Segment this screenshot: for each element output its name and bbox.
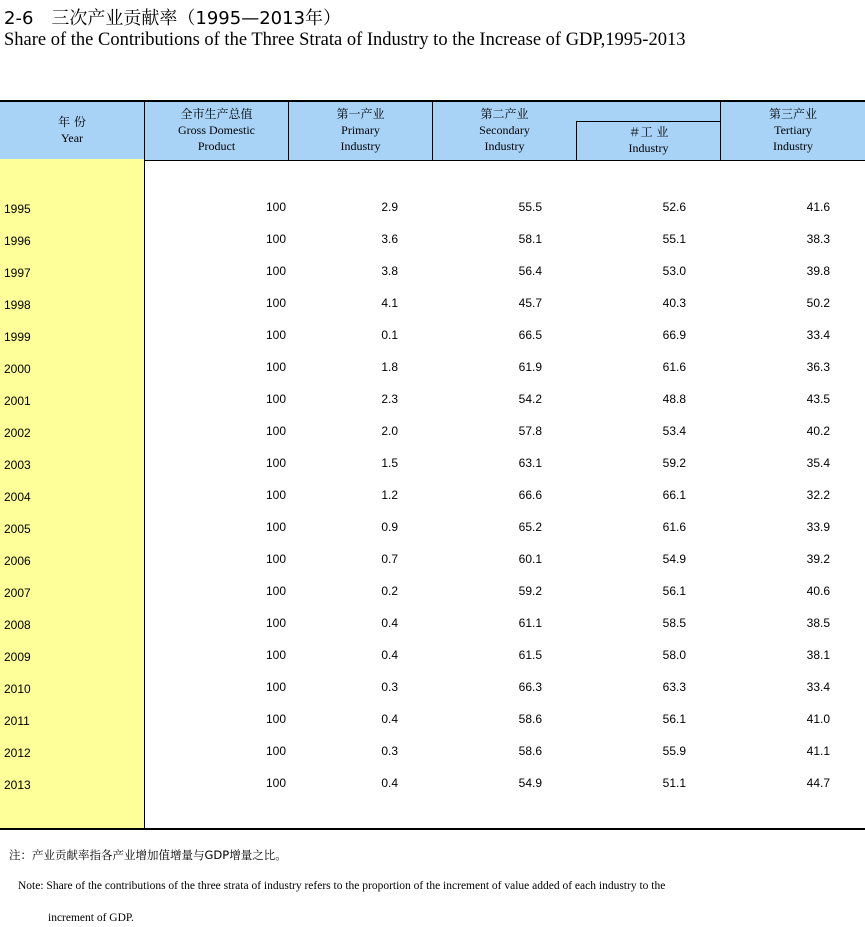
- header-divider: [720, 102, 721, 160]
- cell-gdp: 100: [265, 552, 286, 566]
- cell-secondary: 59.2: [518, 584, 542, 598]
- header-gdp-en2: Product: [197, 139, 236, 153]
- cell-secondary: 61.1: [518, 616, 542, 630]
- cell-gdp: 100: [265, 200, 286, 214]
- table-title-cn: 2-6 三次产业贡献率（1995—2013年）: [4, 8, 342, 29]
- header-industry: [577, 102, 720, 160]
- table-row: [0, 200, 865, 232]
- cell-gdp: 100: [265, 744, 286, 758]
- cell-industry: 56.1: [662, 584, 686, 598]
- table-row: [0, 360, 865, 392]
- cell-tertiary: 41.6: [806, 200, 830, 214]
- cell-tertiary: 41.0: [806, 712, 830, 726]
- cell-secondary: 54.9: [518, 776, 542, 790]
- cell-industry: 66.9: [662, 328, 686, 342]
- cell-year: 2003: [4, 458, 31, 472]
- cell-year: 2006: [4, 554, 31, 568]
- header-secondary-en1: Secondary: [479, 123, 530, 137]
- cell-secondary: 63.1: [518, 456, 542, 470]
- cell-industry: 53.4: [662, 424, 686, 438]
- cell-primary: 0.3: [381, 680, 398, 694]
- cell-gdp: 100: [265, 360, 286, 374]
- cell-primary: 3.8: [381, 264, 398, 278]
- cell-primary: 2.0: [381, 424, 398, 438]
- cell-secondary: 54.2: [518, 392, 542, 406]
- cell-tertiary: 41.1: [806, 744, 830, 758]
- header-gdp-en1: Gross Domestic: [178, 123, 255, 137]
- header-gdp: [145, 102, 288, 160]
- table-row: [0, 232, 865, 264]
- header-tertiary-en1: Tertiary: [774, 123, 812, 137]
- cell-gdp: 100: [265, 648, 286, 662]
- table-row: [0, 488, 865, 520]
- cell-primary: 0.4: [381, 648, 398, 662]
- table-header: [0, 100, 865, 161]
- table-row: [0, 584, 865, 616]
- cell-year: 2004: [4, 490, 31, 504]
- table-row: [0, 712, 865, 744]
- cell-industry: 61.6: [662, 520, 686, 534]
- cell-tertiary: 43.5: [806, 392, 830, 406]
- header-primary: [289, 102, 432, 160]
- cell-tertiary: 38.1: [806, 648, 830, 662]
- cell-tertiary: 36.3: [806, 360, 830, 374]
- cell-industry: 56.1: [662, 712, 686, 726]
- cell-tertiary: 33.9: [806, 520, 830, 534]
- table-row: [0, 296, 865, 328]
- table-bottom-rule: [0, 828, 865, 830]
- header-divider: [576, 121, 577, 160]
- cell-year: 2001: [4, 394, 31, 408]
- cell-industry: 53.0: [662, 264, 686, 278]
- cell-year: 1999: [4, 330, 31, 344]
- cell-year: 2010: [4, 682, 31, 696]
- cell-primary: 0.4: [381, 616, 398, 630]
- cell-industry: 66.1: [662, 488, 686, 502]
- cell-secondary: 45.7: [518, 296, 542, 310]
- header-divider: [288, 102, 289, 160]
- cell-tertiary: 38.5: [806, 616, 830, 630]
- cell-primary: 0.2: [381, 584, 398, 598]
- header-divider: [432, 102, 433, 160]
- cell-tertiary: 44.7: [806, 776, 830, 790]
- cell-gdp: 100: [265, 680, 286, 694]
- cell-secondary: 61.5: [518, 648, 542, 662]
- header-divider: [144, 102, 145, 160]
- cell-primary: 1.2: [381, 488, 398, 502]
- table-row: [0, 520, 865, 552]
- header-tertiary: [721, 102, 865, 160]
- cell-gdp: 100: [265, 616, 286, 630]
- cell-primary: 0.4: [381, 776, 398, 790]
- cell-gdp: 100: [265, 296, 286, 310]
- cell-gdp: 100: [265, 232, 286, 246]
- cell-year: 1998: [4, 298, 31, 312]
- header-tertiary-en2: Industry: [773, 139, 813, 153]
- cell-secondary: 58.1: [518, 232, 542, 246]
- cell-secondary: 57.8: [518, 424, 542, 438]
- header-year-cn: 年 份: [58, 115, 86, 129]
- table-row: [0, 552, 865, 584]
- cell-secondary: 58.6: [518, 712, 542, 726]
- cell-gdp: 100: [265, 264, 286, 278]
- header-secondary-en2: Industry: [484, 139, 525, 153]
- cell-primary: 3.6: [381, 232, 398, 246]
- cell-secondary: 66.5: [518, 328, 542, 342]
- cell-secondary: 65.2: [518, 520, 542, 534]
- cell-year: 2000: [4, 362, 31, 376]
- cell-tertiary: 40.6: [806, 584, 830, 598]
- cell-tertiary: 40.2: [806, 424, 830, 438]
- cell-tertiary: 33.4: [806, 328, 830, 342]
- cell-year: 2012: [4, 746, 31, 760]
- cell-tertiary: 39.2: [806, 552, 830, 566]
- cell-primary: 1.5: [381, 456, 398, 470]
- cell-year: 1995: [4, 202, 31, 216]
- cell-primary: 2.3: [381, 392, 398, 406]
- header-industry-cn: ＃工 业: [628, 125, 669, 139]
- cell-secondary: 55.5: [518, 200, 542, 214]
- cell-year: 1996: [4, 234, 31, 248]
- cell-tertiary: 32.2: [806, 488, 830, 502]
- note-en-line2: increment of GDP.: [48, 912, 134, 924]
- cell-industry: 55.9: [662, 744, 686, 758]
- cell-year: 2009: [4, 650, 31, 664]
- cell-primary: 0.1: [381, 328, 398, 342]
- cell-industry: 61.6: [662, 360, 686, 374]
- table-row: [0, 648, 865, 680]
- table-row: [0, 680, 865, 712]
- table-row: [0, 328, 865, 360]
- header-gdp-cn: 全市生产总值: [180, 107, 253, 121]
- cell-secondary: 61.9: [518, 360, 542, 374]
- header-primary-en1: Primary: [341, 123, 380, 137]
- cell-gdp: 100: [265, 392, 286, 406]
- note-en-line1: Note: Share of the contributions of the three strata of industry refers to the proportion of the increment of value added of each industry to the: [18, 880, 666, 892]
- header-year-en: Year: [60, 131, 84, 145]
- table-row: [0, 776, 865, 808]
- cell-industry: 58.5: [662, 616, 686, 630]
- table-row: [0, 744, 865, 776]
- cell-secondary: 60.1: [518, 552, 542, 566]
- cell-gdp: 100: [265, 456, 286, 470]
- cell-year: 2007: [4, 586, 31, 600]
- header-secondary: [433, 102, 576, 160]
- cell-gdp: 100: [265, 520, 286, 534]
- cell-secondary: 56.4: [518, 264, 542, 278]
- table-row: [0, 424, 865, 456]
- cell-primary: 0.9: [381, 520, 398, 534]
- cell-year: 2002: [4, 426, 31, 440]
- table-row: [0, 392, 865, 424]
- header-secondary-cn: 第二产业: [480, 107, 529, 121]
- table-row: [0, 264, 865, 296]
- cell-gdp: 100: [265, 488, 286, 502]
- cell-tertiary: 38.3: [806, 232, 830, 246]
- header-year: [0, 102, 144, 160]
- cell-tertiary: 33.4: [806, 680, 830, 694]
- cell-secondary: 66.6: [518, 488, 542, 502]
- cell-gdp: 100: [265, 584, 286, 598]
- note-cn: 注：产业贡献率指各产业增加值增量与GDP增量之比。: [9, 848, 287, 862]
- cell-primary: 4.1: [381, 296, 398, 310]
- cell-tertiary: 50.2: [806, 296, 830, 310]
- cell-year: 2008: [4, 618, 31, 632]
- cell-secondary: 58.6: [518, 744, 542, 758]
- cell-industry: 54.9: [662, 552, 686, 566]
- cell-industry: 40.3: [662, 296, 686, 310]
- table-row: [0, 456, 865, 488]
- cell-secondary: 66.3: [518, 680, 542, 694]
- cell-year: 1997: [4, 266, 31, 280]
- header-tertiary-cn: 第三产业: [768, 107, 817, 121]
- cell-tertiary: 35.4: [806, 456, 830, 470]
- cell-year: 2013: [4, 778, 31, 792]
- cell-primary: 0.7: [381, 552, 398, 566]
- cell-primary: 0.4: [381, 712, 398, 726]
- cell-gdp: 100: [265, 328, 286, 342]
- cell-industry: 48.8: [662, 392, 686, 406]
- cell-industry: 63.3: [662, 680, 686, 694]
- cell-primary: 1.8: [381, 360, 398, 374]
- table-title-en: Share of the Contributions of the Three Strata of Industry to the Increase of GDP,1995-2013: [4, 30, 686, 50]
- cell-industry: 51.1: [662, 776, 686, 790]
- cell-industry: 52.6: [662, 200, 686, 214]
- cell-primary: 0.3: [381, 744, 398, 758]
- table-row: [0, 616, 865, 648]
- cell-primary: 2.9: [381, 200, 398, 214]
- cell-industry: 55.1: [662, 232, 686, 246]
- cell-year: 2011: [4, 714, 30, 728]
- cell-industry: 58.0: [662, 648, 686, 662]
- header-primary-en2: Industry: [340, 139, 381, 153]
- cell-industry: 59.2: [662, 456, 686, 470]
- cell-gdp: 100: [265, 776, 286, 790]
- header-primary-cn: 第一产业: [336, 107, 385, 121]
- cell-gdp: 100: [265, 712, 286, 726]
- cell-year: 2005: [4, 522, 31, 536]
- header-industry-en: Industry: [628, 141, 669, 155]
- cell-gdp: 100: [265, 424, 286, 438]
- header-subdivider: [576, 121, 720, 122]
- cell-tertiary: 39.8: [806, 264, 830, 278]
